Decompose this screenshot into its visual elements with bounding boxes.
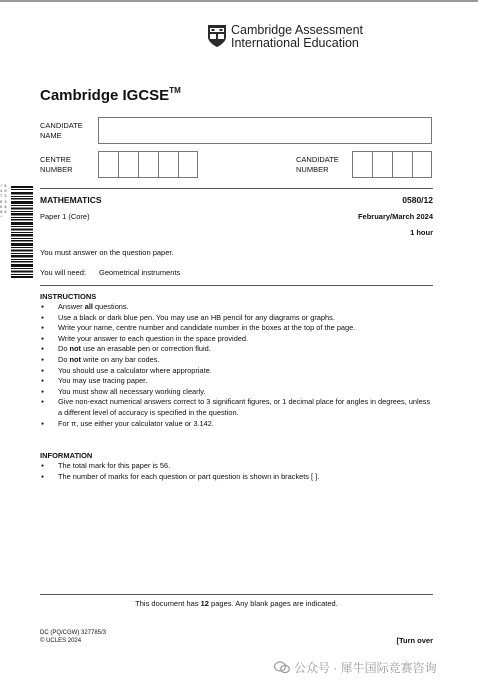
centre-number-label: CENTRE NUMBER [40,155,73,174]
list-item: ● Do not use an erasable pen or correction fluid. [41,344,211,354]
bullet-icon: ● [41,463,45,469]
information-list [40,461,435,482]
list-item: ● Answer all questions. [41,302,129,311]
list-item: ● You must show all necessary working clearly. [41,386,206,396]
candidate-number-boxes[interactable] [352,151,432,178]
qualification-title: Cambridge IGCSE™ [40,86,181,104]
bullet-icon: ● [41,388,45,395]
list-item: ● Write your name, centre number and candidate number in the boxes at the top of the page. [41,323,356,333]
bullet-icon: ● [41,325,45,332]
digit-box[interactable] [178,151,198,178]
top-border [0,0,478,2]
list-item: ● Use a black or dark blue pen. You may use an HB pencil for any diagrams or graphs. [41,312,335,322]
subject: MATHEMATICS [40,195,102,205]
digit-box[interactable] [372,151,392,178]
exam-duration: 1 hour [410,228,433,237]
watermark: 公众号 · 犀牛国际竞赛咨询 [274,659,437,676]
candidate-name-box[interactable] [98,117,432,144]
divider [40,594,433,595]
exam-session: February/March 2024 [357,212,433,221]
list-item: ● The number of marks for each question or part question is shown in brackets [ ]. [41,471,320,481]
bullet-icon: ● [41,304,45,310]
page-count-note: This document has 12 pages. Any blank pages are indicated. [135,599,338,608]
turn-over: [Turn over [396,636,433,645]
digit-box[interactable] [412,151,432,178]
barcode-number: * 6 4 0 7 3 0 3 5 8 0 9 * [0,185,7,221]
list-item: ● For π, use either your calculator value or 3.142. [41,418,214,428]
bullet-icon: ● [41,367,45,374]
bullet-icon: ● [41,335,45,342]
instructions-heading: INSTRUCTIONS [40,292,97,301]
list-item: ● Give non-exact numerical answers correct to 3 significant figures, or 1 decimal place for angles in degrees, unless a different level of accuracy is specified in the question. [41,397,431,417]
digit-box[interactable] [118,151,138,178]
trademark: TM [169,86,181,95]
list-item: ● Write your answer to each question in the space provided. [41,333,249,343]
digit-box[interactable] [352,151,372,178]
bullet-icon: ● [41,314,45,321]
cambridge-logo [207,24,363,50]
instructions-list [40,302,435,429]
list-item: ● The total mark for this paper is 56. [41,461,171,470]
centre-number-boxes[interactable] [98,151,198,178]
paper-name: Paper 1 (Core) [40,212,90,221]
bullet-icon: ● [41,399,45,406]
candidate-number-label: CANDIDATE NUMBER [296,155,339,174]
logo-line-1: Cambridge Assessment [231,23,364,37]
candidate-name-label: CANDIDATE NAME [40,121,83,140]
answer-instruction: You must answer on the question paper. [40,248,174,257]
information-heading: INFORMATION [40,451,93,460]
divider [40,285,433,286]
syllabus-code: 0580/12 [402,195,433,205]
cambridge-shield-icon [207,24,227,48]
bullet-icon: ● [41,346,45,353]
need-value: Geometrical instruments [99,268,181,277]
need-label: You will need: [40,268,87,277]
divider [40,188,433,189]
bullet-icon: ● [41,473,45,480]
digit-box[interactable] [158,151,178,178]
list-item: ● Do not write on any bar codes. [41,354,160,364]
bullet-icon: ● [41,378,45,385]
document-reference: DC (PQ/CGW) 327785/3 © UCLES 2024 [40,630,107,644]
bullet-icon: ● [41,356,45,363]
logo-line-2: International Education [231,36,359,50]
barcode-icon [11,186,33,278]
digit-box[interactable] [392,151,412,178]
list-item: ● You may use tracing paper. [41,376,148,386]
digit-box[interactable] [98,151,118,178]
digit-box[interactable] [138,151,158,178]
list-item: ● You should use a calculator where appropriate. [41,365,212,375]
chat-bubble-icon [274,661,290,674]
bullet-icon: ● [41,420,45,427]
